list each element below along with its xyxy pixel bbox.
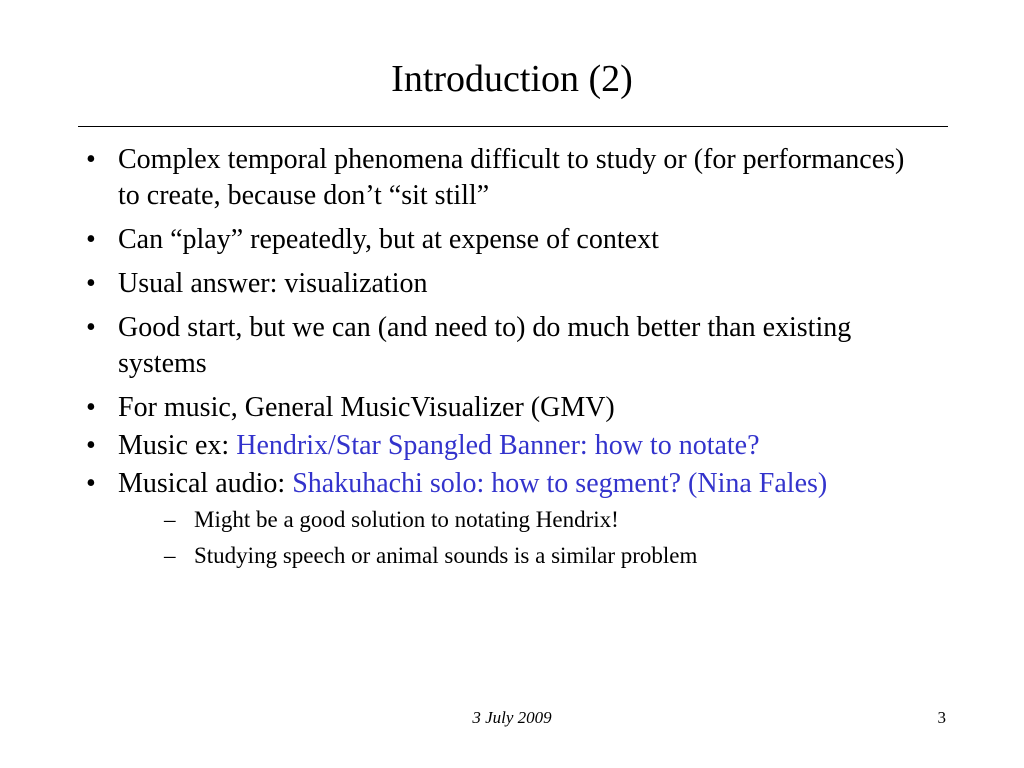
- shakuhachi-link[interactable]: Shakuhachi solo: how to segment? (Nina Fales): [292, 468, 828, 499]
- bullet-marker: •: [86, 392, 96, 423]
- bullet-marker: •: [86, 430, 96, 461]
- bullet-item: [86, 466, 916, 570]
- bullet-marker: •: [86, 468, 96, 499]
- slide-title: Introduction (2): [391, 58, 633, 100]
- bullet-text: For music, General MusicVisualizer (GMV): [118, 392, 615, 423]
- sub-bullet-list: [164, 506, 924, 570]
- bullet-marker: •: [86, 268, 96, 299]
- title-divider: [78, 126, 948, 127]
- bullet-item: [86, 142, 916, 214]
- bullet-marker: •: [86, 144, 96, 175]
- sub-bullet-marker: –: [164, 543, 176, 568]
- bullet-prefix: Music ex:: [118, 430, 237, 461]
- bullet-item: [86, 310, 916, 382]
- bullet-text: Good start, but we can (and need to) do much better than existing systems: [118, 312, 852, 379]
- hendrix-link[interactable]: Hendrix/Star Spangled Banner: how to notate?: [236, 430, 760, 461]
- sub-bullet-text: Might be a good solution to notating Hendrix!: [194, 507, 619, 532]
- bullet-list: [86, 142, 916, 578]
- bullet-item: [86, 390, 916, 426]
- bullet-text: Usual answer: visualization: [118, 268, 428, 299]
- bullet-prefix: Musical audio:: [118, 468, 293, 499]
- bullet-text: Complex temporal phenomena difficult to study or (for performances) to create, because don’t “sit still”: [118, 144, 905, 211]
- sub-bullet-text: Studying speech or animal sounds is a similar problem: [194, 543, 698, 568]
- bullet-marker: •: [86, 312, 96, 343]
- sub-bullet-marker: –: [164, 507, 176, 532]
- bullet-text: Can “play” repeatedly, but at expense of context: [118, 224, 659, 255]
- page-number: 3: [937, 708, 946, 727]
- footer-date: 3 July 2009: [472, 708, 552, 727]
- sub-bullet-item: [164, 506, 924, 534]
- bullet-item: [86, 222, 916, 258]
- bullet-item: [86, 428, 916, 464]
- sub-bullet-item: [164, 542, 924, 570]
- bullet-item: [86, 266, 916, 302]
- bullet-marker: •: [86, 224, 96, 255]
